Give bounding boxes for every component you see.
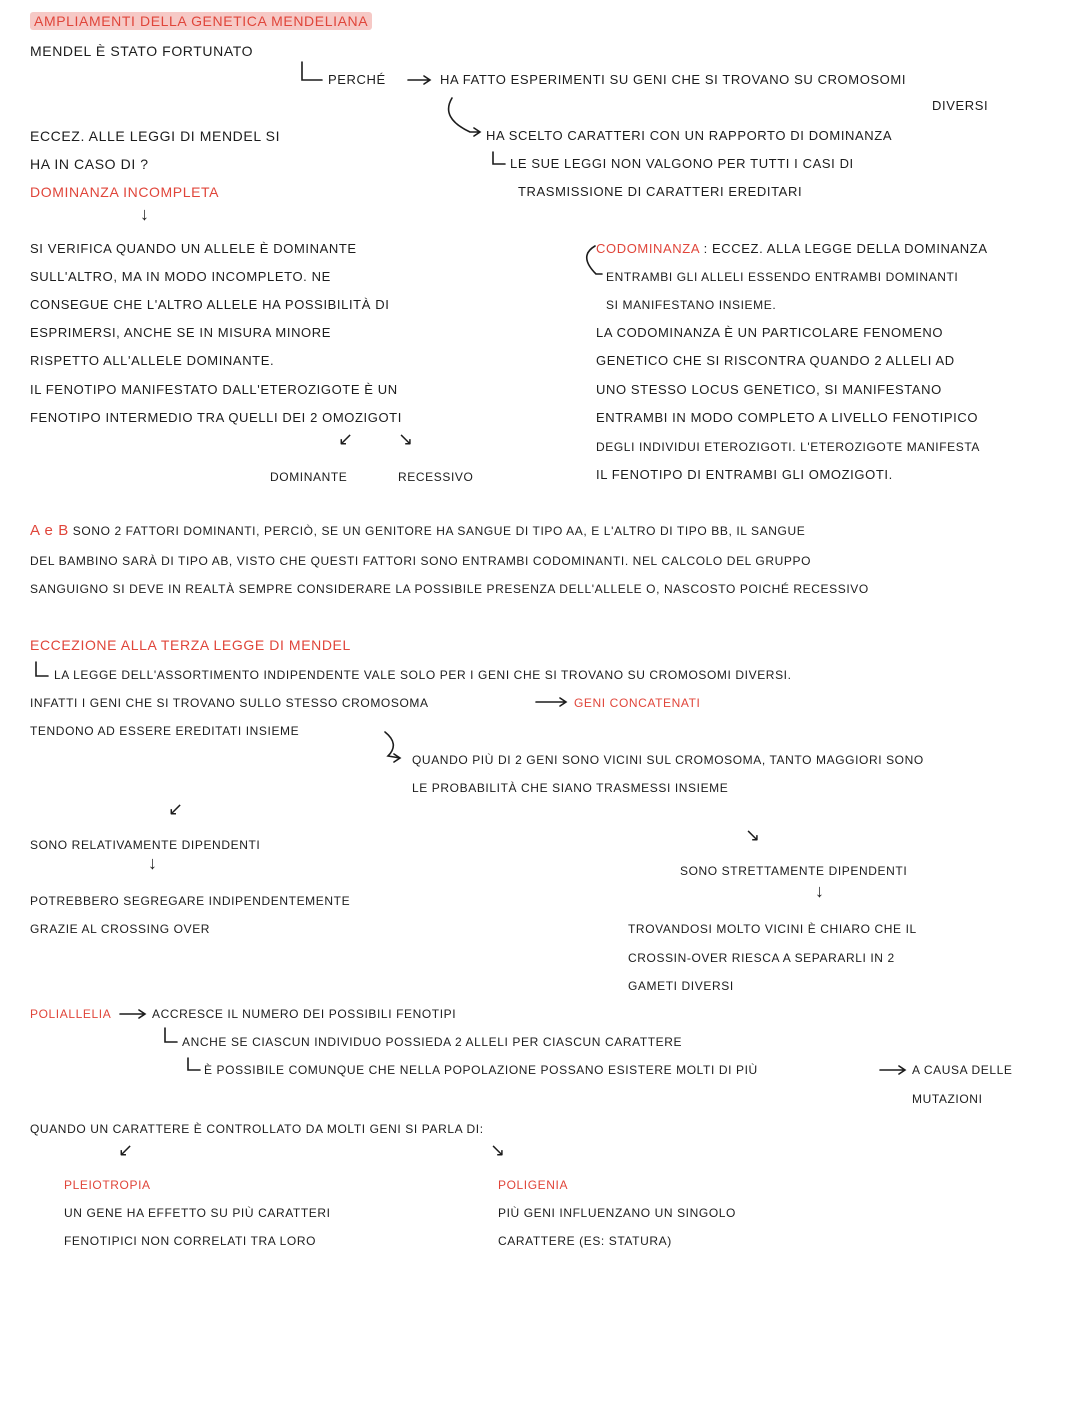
strettamente-line: CROSSIN-OVER RIESCA A SEPARARLI IN 2 xyxy=(628,951,895,965)
arrow-down-left-icon: ↙ xyxy=(338,429,354,449)
strettamente-title: SONO STRETTAMENTE DIPENDENTI xyxy=(680,864,908,878)
arrow-down-left-icon: ↙ xyxy=(118,1140,134,1160)
hook-arrow xyxy=(36,662,48,676)
dominante-label: DOMINANTE xyxy=(270,470,348,484)
arrow-right xyxy=(120,1010,145,1018)
reason-1: HA FATTO ESPERIMENTI SU GENI CHE SI TROVANO SU CROMOSOMI xyxy=(440,72,907,87)
poliallelia-line: È POSSIBILE COMUNQUE CHE NELLA POPOLAZIONE POSSANO ESISTERE MOLTI DI PIÙ xyxy=(204,1063,758,1077)
arrow-down-right-icon: ↘ xyxy=(398,429,414,449)
relativamente-title: SONO RELATIVAMENTE DIPENDENTI xyxy=(30,838,261,852)
eccez-line-1: ECCEZ. ALLE LEGGI DI MENDEL SI xyxy=(30,128,281,144)
poliallelia-title: POLIALLELIA xyxy=(30,1007,112,1021)
arrow-down-right-icon: ↘ xyxy=(745,825,761,845)
pleiotropia-line: UN GENE HA EFFETTO SU PIÙ CARATTERI xyxy=(64,1206,331,1220)
arrow-down-right-icon: ↘ xyxy=(490,1140,506,1160)
blood-line-3: SANGUIGNO SI DEVE IN REALTÀ SEMPRE CONSIDERARE LA POSSIBILE PRESENZA DELL'ALLELE O, NASCOSTO POICHÉ RECESSIVO xyxy=(30,582,869,596)
dominanza-incompleta-title: DOMINANZA INCOMPLETA xyxy=(30,184,220,200)
curve-arrow xyxy=(385,732,400,762)
arrow-right xyxy=(880,1066,905,1074)
recessivo-label: RECESSIVO xyxy=(398,470,474,484)
codominanza-line: GENETICO CHE SI RISCONTRA QUANDO 2 ALLELI AD xyxy=(596,353,955,368)
terza-legge-title: ECCEZIONE ALLA TERZA LEGGE DI MENDEL xyxy=(30,637,351,653)
arrow-down-left-icon: ↙ xyxy=(168,799,184,819)
codominanza-line: DEGLI INDIVIDUI ETEROZIGOTI. L'ETEROZIGOTE MANIFESTA xyxy=(596,440,980,454)
incompleta-line: SI VERIFICA QUANDO UN ALLELE È DOMINANTE xyxy=(30,241,357,256)
page-title: AMPLIAMENTI DELLA GENETICA MENDELIANA xyxy=(30,12,372,30)
vicini-line-2: LE PROBABILITÀ CHE SIANO TRASMESSI INSIEME xyxy=(412,781,729,795)
hook-arrow xyxy=(493,152,505,164)
terza-line-2: INFATTI I GENI CHE SI TROVANO SULLO STESSO CROMOSOMA xyxy=(30,696,429,710)
codominanza-line: ENTRAMBI GLI ALLELI ESSENDO ENTRAMBI DOMINANTI xyxy=(606,270,959,284)
poligenia-title: POLIGENIA xyxy=(498,1178,569,1192)
poligenia-line: PIÙ GENI INFLUENZANO UN SINGOLO xyxy=(498,1206,736,1220)
hook-arrow xyxy=(302,62,322,80)
molti-geni-intro: QUANDO UN CARATTERE È CONTROLLATO DA MOLTI GENI SI PARLA DI: xyxy=(30,1122,484,1136)
codominanza-line: UNO STESSO LOCUS GENETICO, SI MANIFESTANO xyxy=(596,382,942,397)
poliallelia-cause: A CAUSA DELLE xyxy=(912,1063,1013,1077)
incompleta-line: RISPETTO ALL'ALLELE DOMINANTE. xyxy=(30,353,275,368)
incompleta-line: ESPRIMERSI, ANCHE SE IN MISURA MINORE xyxy=(30,325,332,340)
terza-line-1: LA LEGGE DELL'ASSORTIMENTO INDIPENDENTE VALE SOLO PER I GENI CHE SI TROVANO SU CROMOSOMI DIVERSI. xyxy=(54,668,792,682)
relativamente-line: GRAZIE AL CROSSING OVER xyxy=(30,922,211,936)
mendel-line: MENDEL È STATO FORTUNATO xyxy=(30,43,254,59)
poliallelia-cause-cont: MUTAZIONI xyxy=(912,1092,983,1106)
reason-3-cont: TRASMISSIONE DI CARATTERI EREDITARI xyxy=(518,184,803,199)
eccez-line-2: HA IN CASO DI ? xyxy=(30,156,149,172)
blood-ab-label: A e B xyxy=(30,522,69,539)
codominanza-line: LA CODOMINANZA È UN PARTICOLARE FENOMENO xyxy=(596,325,944,340)
incompleta-line: IL FENOTIPO MANIFESTATO DALL'ETEROZIGOTE È UN xyxy=(30,382,398,397)
arrow-right xyxy=(408,76,430,84)
vicini-line-1: QUANDO PIÙ DI 2 GENI SONO VICINI SUL CROMOSOMA, TANTO MAGGIORI SONO xyxy=(412,753,924,767)
poliallelia-line: ANCHE SE CIASCUN INDIVIDUO POSSIEDA 2 ALLELI PER CIASCUN CARATTERE xyxy=(182,1035,683,1049)
incompleta-line: SULL'ALTRO, MA IN MODO INCOMPLETO. NE xyxy=(30,269,331,284)
strettamente-line: TROVANDOSI MOLTO VICINI È CHIARO CHE IL xyxy=(628,922,917,936)
pleiotropia-title: PLEIOTROPIA xyxy=(64,1178,151,1192)
hook-arrow xyxy=(165,1028,177,1042)
curve-arrow xyxy=(449,98,480,136)
hook-arrow xyxy=(188,1058,200,1070)
relativamente-line: POTREBBERO SEGREGARE INDIPENDENTEMENTE xyxy=(30,894,351,908)
reason-1-cont: DIVERSI xyxy=(932,98,989,113)
blood-line-2: DEL BAMBINO SARÀ DI TIPO AB, VISTO CHE QUESTI FATTORI SONO ENTRAMBI CODOMINANTI. NEL CALCOLO DEL GRUPPO xyxy=(30,554,812,568)
arrow-down-icon: ↓ xyxy=(148,853,157,873)
geni-concatenati-label: GENI CONCATENATI xyxy=(574,696,701,710)
incompleta-line: CONSEGUE CHE L'ALTRO ALLELE HA POSSIBILITÀ DI xyxy=(30,297,390,312)
strettamente-line: GAMETI DIVERSI xyxy=(628,979,734,993)
codominanza-title: CODOMINANZA xyxy=(596,241,700,256)
codominanza-line: ENTRAMBI IN MODO COMPLETO A LIVELLO FENOTIPICO xyxy=(596,410,979,425)
reason-2: HA SCELTO CARATTERI CON UN RAPPORTO DI DOMINANZA xyxy=(486,128,893,143)
reason-3: LE SUE LEGGI NON VALGONO PER TUTTI I CASI DI xyxy=(510,156,854,171)
codominanza-title-line: CODOMINANZA : ECCEZ. ALLA LEGGE DELLA DOMINANZA xyxy=(596,241,988,256)
arrow-right xyxy=(536,698,566,706)
pleiotropia-line: FENOTIPICI NON CORRELATI TRA LORO xyxy=(64,1234,317,1248)
blood-line-1: A e B SONO 2 FATTORI DOMINANTI, PERCIÒ, SE UN GENITORE HA SANGUE DI TIPO AA, E L'ALTRO DI TIPO BB, IL SANGUE xyxy=(30,522,806,539)
poliallelia-line: ACCRESCE IL NUMERO DEI POSSIBILI FENOTIPI xyxy=(152,1007,457,1021)
poligenia-line: CARATTERE (ES: STATURA) xyxy=(498,1234,672,1248)
incompleta-line: FENOTIPO INTERMEDIO TRA QUELLI DEI 2 OMOZIGOTI xyxy=(30,410,402,425)
terza-line-3: TENDONO AD ESSERE EREDITATI INSIEME xyxy=(30,724,300,738)
perche-label: PERCHÉ xyxy=(328,72,386,87)
codominanza-line: IL FENOTIPO DI ENTRAMBI GLI OMOZIGOTI. xyxy=(596,467,893,482)
arrow-down-icon: ↓ xyxy=(140,204,149,224)
codominanza-line: SI MANIFESTANO INSIEME. xyxy=(606,298,777,312)
arrow-down-icon: ↓ xyxy=(815,881,824,901)
